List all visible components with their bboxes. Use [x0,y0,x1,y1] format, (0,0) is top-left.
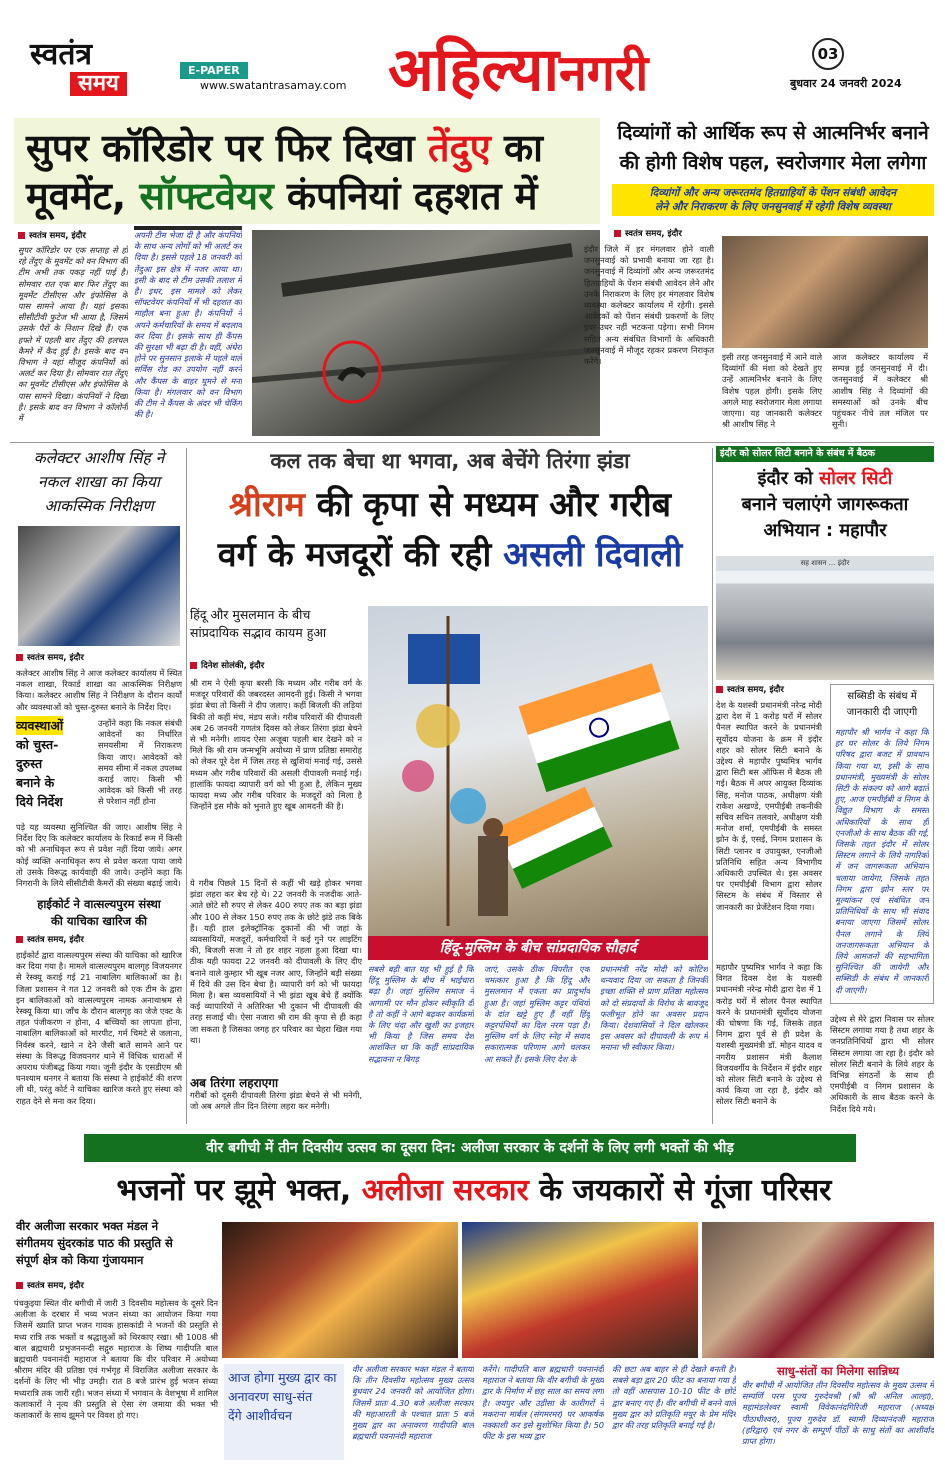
bhajan-subhead [16,1218,216,1269]
headline-highlight-red: सोलर सिटी [819,468,893,489]
tiranga-col1b: ये गरीब पिछले 15 दिनों से कहीं भी खड़े होकर भगवा झंडा लहरा कर बेच रहे थे। 22 जनवरी के नजदीक आते-आते छोटे सौ रुपए से लेकर 400 रुपए तक का बड़ा झंडा और 100 से लेकर 150 रुपए तक के छोटे झंडे तक बिके हैं। यही हाल इलेक्ट्रॉनिक दुकानों की भी जहां के व्यवसायियों, मजदूरों, कर्मचारियों ने कई गुने पर लाइटिंग की, बिजली सजा ने तो हर शहर नहला हुआ दिखा था। ठीक यही फायदा 22 जनवरी को दीपावली के लिए दीए बनाने वाले कुम्हार भी खूब नजर आए, जिन्होंने बड़ी संख्या में दिये की उस दिन बेचा है। व्यापारी वर्ग को भी फायदा मिला है। बस व्यवसायियों ने भी झंडा खूब बेचे हैं क्योंकि कई व्यापारियों ने अतिरिक्त भी दुकान भी दीपावली की तरह सजाई थी। ऐसा नजारा श्री राम की कृपा से ही कहा जा सकता है जिसका जगह हर परिवार का चेहरा खिल गया था। [190,878,362,1045]
headline-line: हिंदू और मुसलमान के बीच [190,607,311,622]
brand-bottom: समय [70,72,127,96]
subhead-line: संगीतमय सुंदरकांड पाठ की प्रस्तुति से [16,1236,173,1250]
divyang-col1: इंदौर जिले में हर मंगलवार होने वाली जनसुनवाई को प्रभावी बनाया जा रहा है। जनसुनवाई में दिव्यांगों और अन्य जरूरतमंद हितग्राहियों के पेंशन संबंधी आवेदन लेने और उनके निराकरण के लिए हर मंगलवार विशेष व्यवस्था कलेक्टर कार्यालय में रहेगी। इससे आवेदकों को पेंशन संबंधी प्रकरणों के लिए इधर-उधर नहीं भटकना पड़ेगा। सभी निगम सहित अन्य संबंधित विभागों के अधिकारी जनसुनवाई में मौजूद रहकर प्रकरण निराकृत करेंगे। [584,244,714,367]
tiranga-headline [190,480,710,580]
brand-top: स्वतंत्र [30,37,93,72]
callout-line: व्यवस्थाओं [16,718,64,733]
leopard-col1: सुपर कॉरिडोर पर एक सप्ताह से हो रहे तेंदुए के मूवमेंट को वन विभाग की टीम अभी तक पकड़ नहीं पाई है। सोमवार रात एक बार फिर तेंदुए का मूवमेंट टीसीएस और इंफोसिस के पास सामने आया है। यहां इसका सीसीटीवी फुटेज भी आया है, जिसमें उसके पैरों के निशान दिखे हैं। एक हफ्ते में पहली बार तेंदुए की हलचल कैमरे में कैद हुई है। इसके बाद वन विभाग ने यहां मौजूद कंपनियों को अलर्ट कर दिया है। सोमवार रात तेंदुए का मूवमेंट टीसीएस और इंफोसिस के पास सामने दिखा। कंपनियों ने दिखा है। इसके बाद वन विभाग ने कॉलोनी में [18,245,128,424]
bhajan-photo-1 [222,1222,458,1358]
collector-col-cont: पड़े यह व्यवस्था सुनिश्चित की जाए। आशीष सिंह ने निर्देश दिए कि कलेक्टर कार्यालय के रिकार्ड रूम में किसी को भी अनाधिकृत रूप से प्रवेश नहीं दिया जाये। अगर कोई व्यक्ति अनाधिकृत रूप से प्रवेश करता पाया जाये तो उसके विरूद्ध कार्यवाही की जाये। उन्होंने कहा कि निगरानी के लिये सीसीटीवी कैमरों की संख्या बढ़ाई जाये। [16,822,182,889]
highcourt-body: हाईकोर्ट द्वारा वात्सल्यपुरम संस्था की याचिका को खारिज कर दिया गया है। मामले वात्सल्यपुरम बालगृह विजयनगर से रेस्क्यू कराई गई 21 नाबालिग बालिकाओं का है। जिला प्रशासन ने गत 12 जनवरी को एक टीम के द्वारा इन बालिकाओं को वात्सल्यपुरम नामक अनाथाश्रम से रेस्क्यू किया था। जाँच के दौरान बालगृह का जेजे एक्ट के तहत पंजीकरण न होना, 4 बच्चियों का लापता होना, नाबालिग बालिकाओं को मारपीट, गर्म चिमटे से जलाना, निर्वस्त्र करने, खाने न देने जैसी बातें सामने आने पर संस्था के विरूद्ध विजयनगर थाने में विधिक धाराओं में अपराध पंजीबद्ध किया गया। जूनी इंदौर के एसडीएम श्री घनश्याम धनगर ने बताया कि संस्था ने हाईकोर्ट की शरण ली थी, परंतु कोर्ट ने याचिका खारिज करते हुए संस्था को राहत देने से मना कर दिया। [16,950,182,1106]
tiranga-subhead: अब तिरंगा लहराएगा [190,1076,279,1090]
headline-line: हाईकोर्ट ने वात्सल्यपुरम संस्था [37,897,161,911]
solar-meeting-photo [716,556,934,680]
bhajan-col3: की छटा अब बाहर से ही देखते बनती है। सबसे बड़ा द्वार 20 फीट का बनाया गया है तो वहीं आसपास 10-10 फीट के छोटे द्वार बनाए गए हैं। वीर बगीची में बनने वाले मुख्य द्वार को प्रतिकृति मयूर के प्रेम मंदिर द्वार की तरह प्रतिकृति बनाई गई है। [612,1364,736,1431]
story-collector [14,446,184,1126]
collector-photo [18,526,180,646]
leopard-headline [26,124,596,220]
tiranga-col1: श्री राम ने ऐसी कृपा बरसी कि मध्यम और गरीब वर्ग के मजदूर परिवारों की जबरदस्त आमदनी हुई। किसी ने भगवा झंडा बेचा तो किसी ने दीप जलाए। कहीं बिजली की लड़ियां बिकी तो कहीं मंच, मंडप सजे। गरीब परिवारों की दीपावली अब 26 जनवरी गणतंत्र दिवस को लेकर तिरंगा झंडा बेचने से भी मनेगी। शायद ऐसा अजूबा पहली बार देखने को न मिले कि श्री राम जन्मभूमि अयोध्या में प्राण प्रतिष्ठा समारोह को लेकर पूरे देश में जिस तरह से खुशियां मनाई गई, उससे मध्यम और गरीब परिवारों की असली दीपावली मनाई गई। हालांकि फायदा व्यापारी वर्ग को भी हुआ है, लेकिन मुख्य फायदा मध्य और गरीब परिवार के मजदूरों को मिला है जिन्होंने इस मौके को भुनाते हुए खूब आमदनी की है। [190,678,362,812]
byline [16,1280,84,1291]
caption-col3: प्रधानमंत्री नरेंद्र मोदी को कोटिश धन्यवाद दिया जा सकता है जिनकी इच्छा शक्ति से प्राण प्रतिष्ठा महोत्सव को दो संप्रदायों के विरोध के बावजूद फलीभूत होने का अवसर प्रदान किया। देशवासियों ने दिल खोलकर इस अवसर को दीपावली के रूप में मनाना भी स्वीकार किया। [600,964,708,1053]
collector-callout [16,716,94,820]
headline-line: की याचिका खारिज की [51,914,147,928]
subsidy-headline [835,689,929,721]
byline [614,228,682,239]
headline-line: अनावरण साधु-संत [228,1389,313,1404]
highcourt-headline [16,896,182,930]
story-solar [716,446,934,1126]
bhajan-photo-2 [462,1222,698,1358]
byline [16,652,84,663]
bhajan-col2: करेंगे। गादीपति बाल ब्रह्मचारी पवनानंदी महाराज ने बताया कि वीर बगीची के मुख्य द्वार के निर्माण में छह साल का समय लगा है। जयपुर और उड़ीसा के कारीगरों ने मकराना मार्बल (संगमरमर) पर आकर्षक नक्काशी कर इसे सुशोभित किया है। 50 फीट के इस भव्य द्वार [482,1364,604,1442]
edition-title-main: अहिल्या [388,35,559,105]
tiranga-side-headline [190,606,360,642]
tiranga-kicker: कल तक बेचा था भगवा, अब बेचेंगे तिरंगा झंडा [270,449,630,473]
headline-line: कलेक्टर आशीष सिंह ने [33,449,165,467]
headline-text: के जयकारों से गूंजा परिसर [539,1173,832,1208]
caption-col1: सबसे बड़ी बात यह भी हुई है कि हिंदू मुस्लिम के बीच में भाईचारा बढ़ा है। जहां मुस्लिम समाज ने आगामी पर मौन होकर स्वीकृति दी है तो कहीं ने आगे बढ़कर कार्यक्रमों के लिए चंदा और खुशी का इजहार भी किया है जिस समय देश आशंकित था कि कहीं सांप्रदायिक सद्भावना न बिगड़ [368,964,474,1064]
headline-line: दिव्यांगों को आर्थिक रूप से आत्मनिर्भर बनाने [617,122,929,144]
tiranga-caption-bar: हिंदू-मुस्लिम के बीच सांप्रदायिक सौहार्द [368,936,708,960]
headline-text: का [503,126,543,170]
flag-medium [494,787,613,889]
collector-headline [14,446,184,518]
byline [190,660,264,671]
byline [716,684,784,695]
headline-line: आज होगा मुख्य द्वार का [228,1370,337,1385]
subhead-line: वीर अलीजा सरकार भक्त मंडल ने [16,1219,159,1233]
website-link[interactable]: www.swatantrasamay.com [200,79,347,92]
issue-date: बुधवार 24 जनवरी 2024 [790,77,902,90]
byline-text: स्वतंत्र समय, इंदौर [29,231,86,241]
byline-text: स्वतंत्र समय, इंदौर [27,935,84,945]
headline-highlight-green: सॉफ्टवेयर [139,174,274,218]
divyang-col2: इसी तरह जनसुनवाई में आने वाले दिव्यांगों की मंशा को देखते हुए उन्हें आत्मनिर्भर बनाने के लिए विशेष पहल होगी। इसके लिए अगले माह स्वरोजगार मेला लगाया जाएगा। यह जानकारी कलेक्टर श्री आशीष सिंह ने [722,352,822,430]
divyang-subhead [612,184,934,216]
collector-col-right: उन्होंने कहा कि नकल संबंधी आवेदनों का निर्धारित समयसीमा में निराकरण किया जाए। आवेदकों को समय सीमा में नकल उपलब्ध कराई जाए। किसी भी आवेदक को किसी भी तरह से परेशान नहीं होना [98,718,182,807]
subsidy-body: महापौर श्री भार्गव ने कहा कि हर घर सोलर के लिये निगम परिषद द्वारा बजट में प्रावधान किया गया था, इसी के साथ प्रधानमंत्री, मुख्यमंत्री के सोलर सिटी के संकल्प को आगे बढ़ाते हुए, आज एमपीईबी व निगम के विद्युत विभाग के समस्त अधिकारियों के साथ ही एनजीओ के साथ बैठक की गई, जिसके तहत इंदौर में सोलर सिस्टम लगाने के लिये नागरिकों में जन जागरूकता अभियान चलाया जायेगा, जिसके तहत निगम द्वारा झोन स्तर पर मूल्यांकन एवं संबंधित जन प्रतिनिधियों के साथ भी संवाद बनाया जाएगा जिसमें सोलर पैनल लगाने के लिये जनजागरूकता अभियान के लिये आमजनों की सहभागिता सुनिश्चित की जायेगी और सब्सिडी के संबंध में जानकारी दी जाएगी। [835,727,929,995]
callout-line: को चुस्त- [16,737,59,752]
caption-col2: जाएं, उसके ठीक विपरीत एक चमत्कार हुआ है कि हिंदू और मुसलमान में एकता का प्रादुर्भाव हुआ है। जहां मुस्लिम कट्टर पंथियों के दांत खट्टे हुए हैं वहीं हिंदू कट्टरपंथियों का दिल नरम पड़ा है। मुस्लिम वर्ग के लिए स्नेह में सवाद सकारात्मक परिणाम आगे चलकर आ सकते हैं। इसके लिए देश के [484,964,590,1064]
subsidy-box [830,684,934,1004]
brand-logo [30,37,150,106]
column-rule [712,448,713,1124]
headline-text: कंपनियां दहशत में [286,174,538,218]
headline-line: बनाने चलाएंगे जागरूकता [741,494,909,515]
callout-line: दुरुस्त [16,756,43,771]
flag-vendor-photo [368,606,708,936]
story-leopard [14,118,600,438]
bhajan-headline [14,1168,934,1214]
headline-line: नकल शाखा का किया [38,473,160,491]
byline-text: दिनेश सोलंकी, इंदौर [201,661,265,671]
byline [16,934,84,945]
headline-line: सांप्रदायिक सद्भाव कायम हुआ [190,625,327,640]
story-divyang [584,118,934,438]
photo-banner: सह शासन ... इंदौर [716,556,934,571]
byline-text: स्वतंत्र समय, इंदौर [27,653,84,663]
sadhu-headline: साधु-संतों का मिलेगा सान्निध्य [776,1364,900,1378]
epaper-badge: E-PAPER [180,62,248,79]
headline-line: देंगे आशीर्वचन [228,1408,292,1423]
subhead-line: दिव्यांगों और अन्य जरूरतमंद हितग्राहियों के पेंशन संबंधी आवेदन [649,187,897,199]
headline-text: सुपर कॉरिडोर पर फिर दिखा [26,126,415,170]
headline-text: वर्ग के मजदूरों की रही [217,535,492,575]
headline-text: भजनों पर झूमे भक्त, [116,1173,352,1208]
byline-text: स्वतंत्र समय, इंदौर [625,229,682,239]
divider [10,442,934,443]
headline-text: इंदौर को [757,468,813,489]
divyang-col3: आज कलेक्टर कार्यालय में सम्पन्न हुई जनसुनवाई में दी। जनसुनवाई में कलेक्टर श्री आशीष सिंह ने दिव्यांगों की समस्याओं को उनके बीच पहुंचकर नीचे तल मंजिल पर सुनी। [832,352,928,430]
byline-text: स्वतंत्र समय, इंदौर [727,685,784,695]
callout-line: बनाने के [16,775,55,790]
aaj-box [224,1364,344,1460]
column-rule [186,448,187,1124]
vendor-figure [478,836,508,916]
headline-line: जानकारी दी जाएगी [846,707,918,718]
cctv-overlay [252,230,600,436]
solar-col2: उद्देश्य से मेरे द्वारा निवास पर सोलर सिस्टम लगाया गया है तथा शहर के जनप्रतिनिधियों द्वारा भी सोलर सिस्टम लगाया जा रहा है। इंदौर को सोलर सिटी बनाने के लिये शहर के विभिन्न संगठनों के साथ ही एमपीईबी व निगम प्रशासन के अधिकारी के साथ बैठक करने के निर्देश दिये गये। [830,1014,934,1114]
solar-col1b: महापौर पुष्यमित्र भार्गव ने कहा कि विगत दिवस देश के यशस्वी प्रधानमंत्री नरेन्द्र मोदी द्वारा देश में 1 करोड़ घरों में सोलर पैनल स्थापित करने के प्रधानमंत्री सूर्योदय योजना की घोषणा कि गई, जिसके तहत निगम द्वारा पूर्व से ही प्रदेश के यशस्वी मुख्यमंत्री डॉ. मोहन यादव व नगरीय प्रशासन मंत्री कैलाश विजयवर्गीय के निर्देशन में इंदौर शहर को सोलर सिटी बनाने के उद्देश्य से कार्य किया जा रहा है, इंदौर को सोलर सिटी बनाने के [716,962,822,1107]
headline-highlight-red: तेंदुए [427,126,491,170]
leopard-col2: अपनी टीम भेजा दी है और कंपनियों के साथ अन्य लोगों को भी अलर्ट कर दिया है। इससे पहले 18 जनवरी को तेंदुआ इस क्षेत्र में नजर आया था। इसी के बाद से टीम उसकी तलाश में है। इधर, इस मामले को लेकर सॉफ्टवेयर कंपनियों में भी दहशत का माहौल बना हुआ है। कंपनियों ने अपने कर्मचारियों के समय में बदलाव कर दिया है। इसके साथ ही कैंपस की सुरक्षा भी बढ़ा दी है। वहीं, अंधेरा होने पर सुनसान इलाके में पहले वाले सर्विस रोड का उपयोग नहीं करने और कैंपस के बाहर घूमने से मना किया है। मंगलवार को वन विभाग की टीम ने कैंपस के अंदर भी चेकिंग की है। [134,230,242,436]
leopard-cctv-photo [252,230,600,436]
headline-highlight-blue: असली दिवाली [503,535,683,575]
bhajan-body: पंचकुइया स्थित वीर बगीची में जारी 3 दिवसीय महोत्सव के दूसरे दिन अलीजा के दरबार में भव्य भजन संध्या का आयोजन किया गया जिसमें ख्याति प्राप्त भजन गायक हासकांडी ने भजनों की प्रस्तुति से मध्य रात्रि तक भक्तों व श्रद्धालुओं को थिरकाए रखा। श्री 1008 श्री बाल ब्रह्मचारी प्रभुजननन्दी सद्गुरु महाराज के शिष्य गादीपति बाल ब्रह्मचारी पवनानंदी महाराज ने बताया कि वीर परिवार में अयोध्या श्रीराम मंदिर की प्रतिष्ठा एवं गर्भगृह में विराजित अलीजा सरकार के दर्शनों के लिए भी भीड़ उमड़ी। रात 8 बजे प्रारंभ हुई भजन संध्या मध्यरात्रि तक जारी रही। भजन संध्या में भगवान के वेशभूषा में शामिल कलाकारों ने नृत्य की प्रस्तुति से ऐसा रंग जमाया की भक्त भी कलाकारों के साथ झूमने पर विवश हो गए। [14,1298,218,1421]
bhajan-photo-3 [702,1222,934,1358]
solar-kicker: इंदौर को सोलर सिटी बनाने के संबंध में बैठक [716,446,934,462]
headline-text: मूवमेंट, [26,174,127,218]
janasunwai-photo [722,236,928,348]
flags-illustration [368,606,708,936]
divyang-headline [612,118,934,178]
sadhu-box [742,1362,934,1460]
subhead-line: लेने और निराकरण के लिए जनसुनवाई में रहेगी विशेष व्यवस्था [655,201,891,213]
page-number: 03 [812,38,844,70]
edition-title-accent: नगरी [559,44,649,102]
headline-line: की होगी विशेष पहल, स्वरोजगार मेला लगेगा [619,152,927,174]
byline [18,230,86,241]
callout-line: दिये निर्देश [16,794,63,809]
headline-highlight-red: श्रीराम [228,485,305,525]
bhajan-ribbon: वीर बगीची में तीन दिवसीय उत्सव का दूसरा दिन: अलीजा सरकार के दर्शनों के लिए लगी भक्तों की भीड़ [84,1134,856,1162]
story-tiranga [190,446,710,1126]
headline-line: अभियान : महापौर [763,520,887,541]
edition-title [388,32,768,108]
headline-line: आकस्मिक निरीक्षण [44,497,154,515]
headline-line: सब्सिडी के संबंध में [847,691,917,702]
solar-col1: देश के यशस्वी प्रधानमंत्री नरेन्द्र मोदी द्वारा देश में 1 करोड़ घरों में सोलर पैनल स्थापित करने के प्रधानमंत्री सूर्योदय योजना के क्रम में इंदौर शहर को सोलर सिटी बनाने के उद्देश्य से महापौर पुष्यमित्र भार्गव द्वारा सिटी बस ऑफिस में बैठक ली गई। बैठक में अपर आयुक्त दिव्यांक सिंह, मनोज पाठक, अधीक्षण यंत्री राकेश अखण्डे, एमपीईबी तकनीकी सचिव सचिन तलवारे, अधीक्षण यंत्री मनोज शर्मा, एमपीईबी के समस्त झोन के ई, एसई, निगम प्रशासन के सिटी प्लानर व उपायुक्त, एनजीओ प्रतिनिधि सहित अन्य विभागीय अधिकारी उपस्थित थे। इस अवसर पर एमपीईबी विभाग द्वारा सोलर सिस्टम के संबंध में विस्तार से जानकारी का प्रेजेंटेशन दिया गया। [716,700,822,912]
banner-board [408,634,480,684]
masthead [0,0,945,112]
headline-highlight-red: अलीजा सरकार [361,1173,529,1208]
flag-large [519,663,680,792]
subhead-line: संपूर्ण क्षेत्र को किया गुंजायमान [16,1253,144,1267]
byline-text: स्वतंत्र समय, इंदौर [27,1281,84,1291]
sadhu-body: वीर बगीची में आयोजित तीन दिवसीय महोत्सव के मुख्य उत्सव में सम्पर्णि परम पूज्य गुरुदेवश्री (श्री श्री अनिल आल्हा), महामंडलेश्वर स्वामी विवेकानंदगिरिजी महाराज (अध्यक्ष पीठाधीश्वर), पूज्य गुरुदेव डॉ. स्वामी दिव्यानंदजी महाराज (हरिद्वार) एवं नगर के सम्पूर्ण पीठों के साधु संतों का आशीर्वाद प्राप्त होगा। [742,1380,934,1447]
headline-text: की कृपा से मध्यम और गरीब [316,485,672,525]
solar-headline [716,466,934,544]
bhajan-col1: वीर अलीजा सरकार भक्त मंडल ने बताया कि तीन दिवसीय महोत्सव मुख्य उत्सव बुधवार 24 जनवरी को आयोजित होगा। जिसमें प्रातः 4.30 बजे अलीजा सरकार की महाआरती के पश्चात प्रातः 5 बजे मुख्य द्वार का अनावरण गादीपति बाल ब्रह्मचारी पवनानंदी महाराज [352,1364,474,1442]
tiranga-col1c: गरीबों को दूसरी दीपावली तिरंगा झंडा बेचने से भी मनेगी, जो अब अगले तीन दिन तिरंगा लहरा कर मनेगी। [190,1090,362,1112]
collector-lead: कलेक्टर आशीष सिंह ने आज कलेक्टर कार्यालय में स्थित नकल शाखा, रिकार्ड शाखा का आकस्मिक निरीक्षण किया। कलेक्टर आशीष सिंह ने निरीक्षण के दौरान कार्यों और व्यवस्थाओं को चुस्त-दुरुस्त बनाने के निर्देश दिए। [16,668,182,712]
